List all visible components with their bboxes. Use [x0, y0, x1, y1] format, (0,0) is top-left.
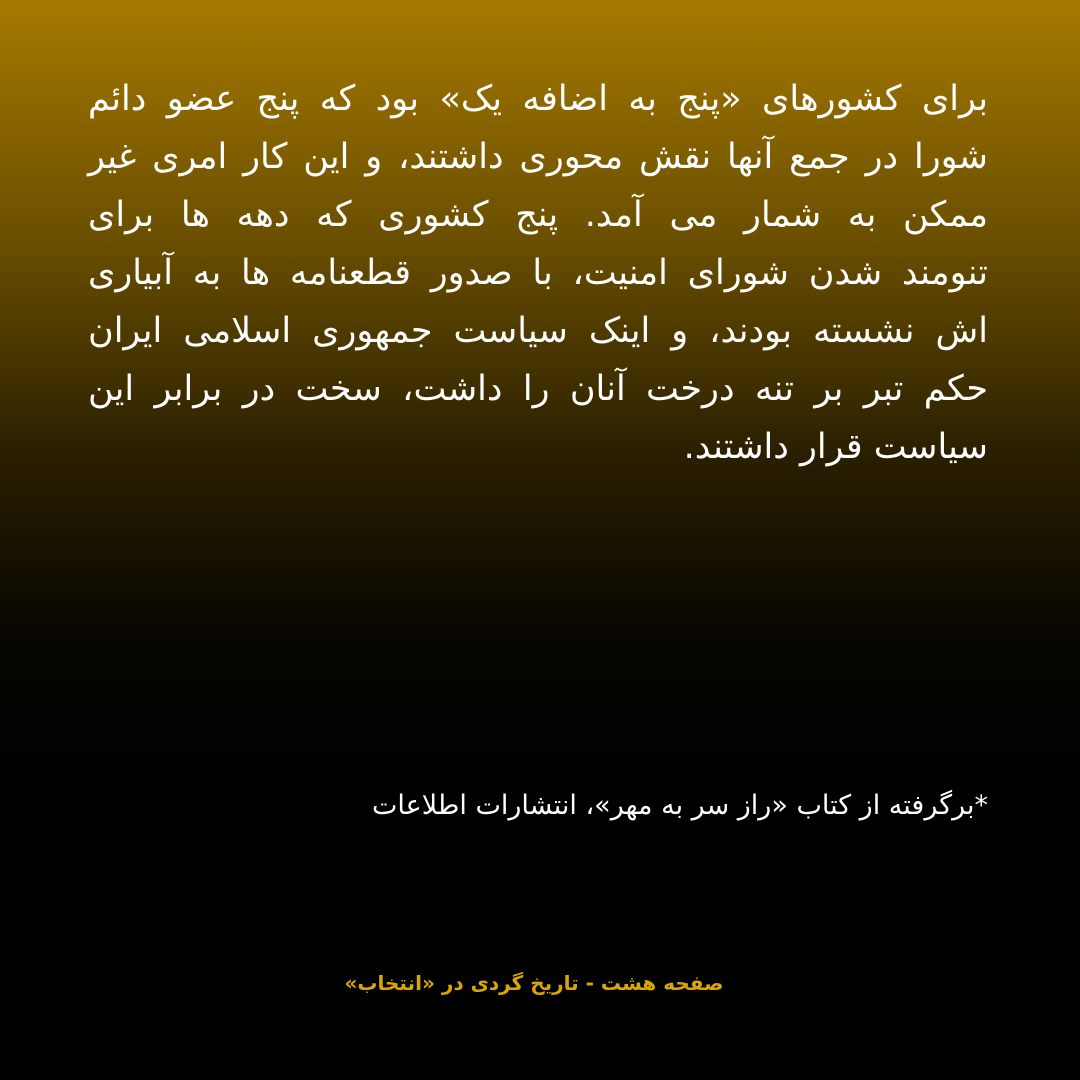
footer-caption: صفحه هشت - تاریخ گردی در «انتخاب» — [344, 971, 724, 995]
paragraph-line: برای کشورهای «پنج به اضافه یک» بود که پنج عضو دائم — [88, 79, 988, 119]
paragraph-line: اش نشسته بودند، و اینک سیاست جمهوری اسلامی ایران — [88, 311, 988, 351]
paragraph-line: شورا در جمع آنها نقش محوری داشتند، و این کار امری غیر — [88, 137, 988, 177]
paragraph-line: سیاست قرار داشتند. — [683, 427, 988, 467]
paragraph-line: تنومند شدن شورای امنیت، با صدور قطعنامه ها به آبیاری — [88, 253, 988, 293]
main-paragraph — [88, 70, 988, 476]
source-note: *برگرفته از کتاب «راز سر به مهر»، انتشارات اطلاعات — [372, 790, 988, 821]
footer — [0, 968, 1080, 998]
paragraph-line: ممکن به شمار می آمد. پنج کشوری که دهه ها برای — [88, 195, 988, 235]
paragraph-line: حکم تبر بر تنه درخت آنان را داشت، سخت در برابر این — [88, 369, 988, 409]
